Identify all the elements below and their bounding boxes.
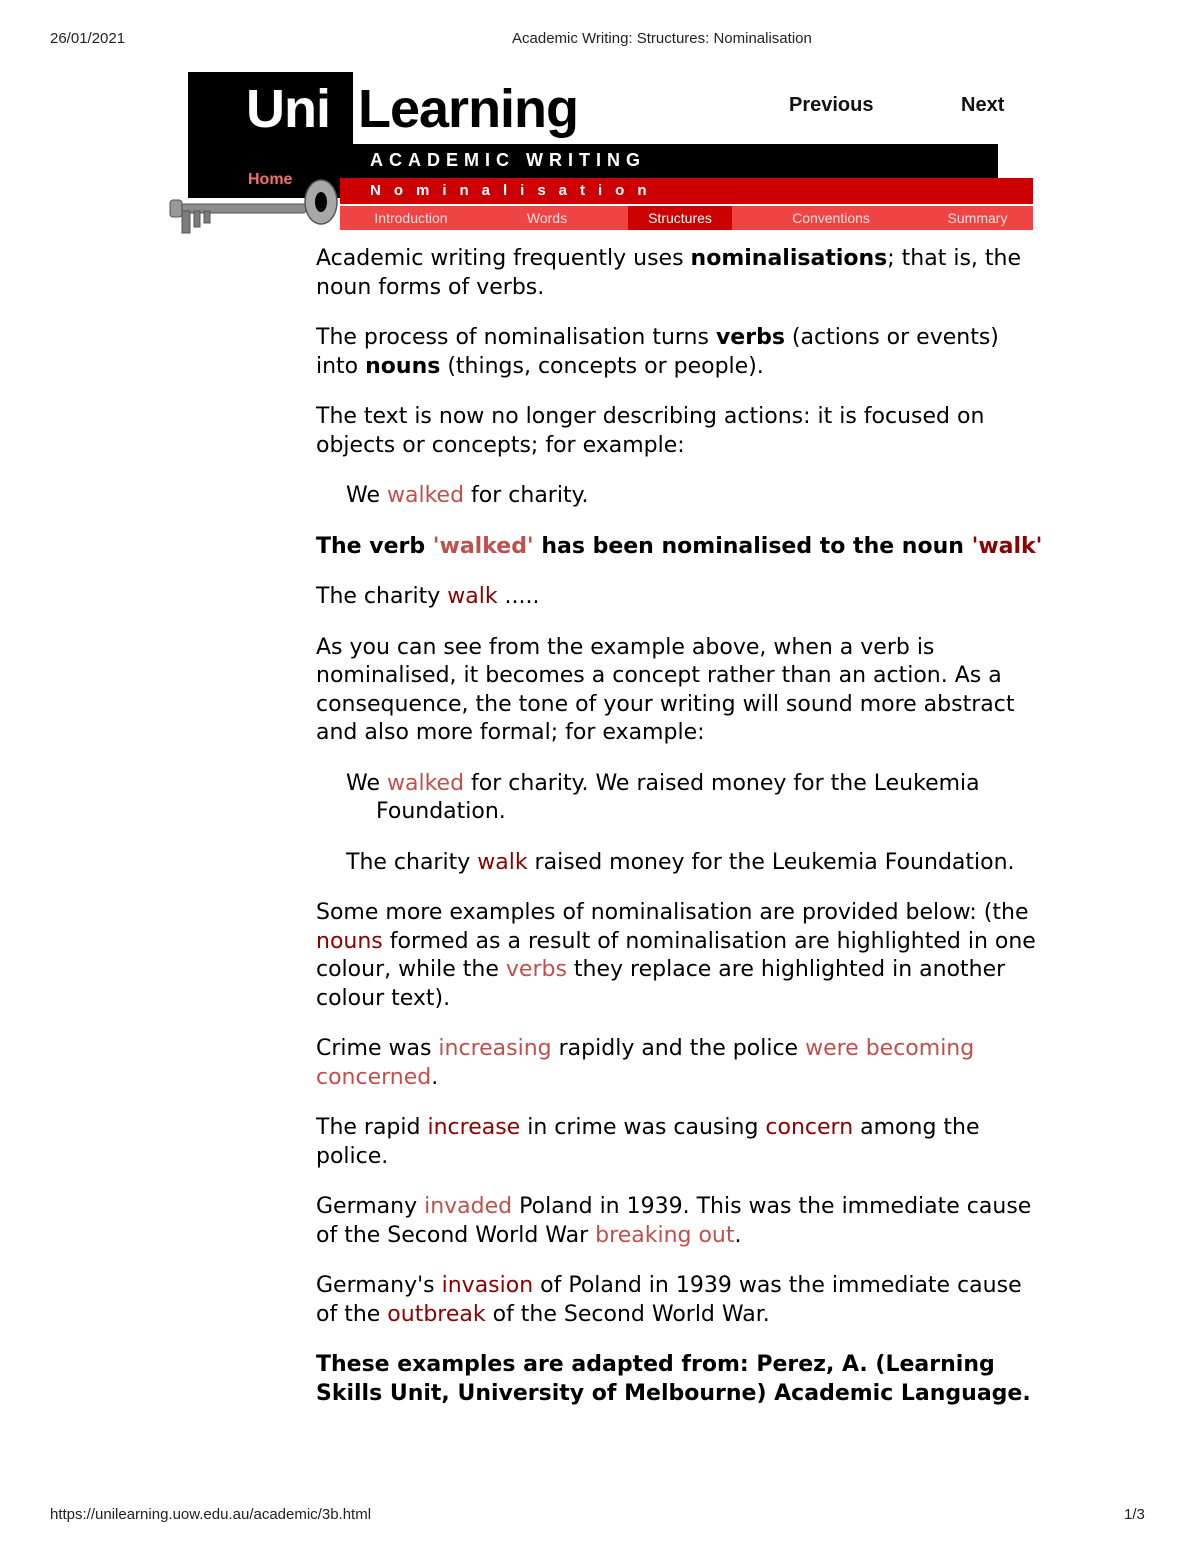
term-nouns: nouns (365, 353, 441, 379)
topic-bar (340, 178, 1033, 204)
verb-highlight: invaded (424, 1194, 513, 1219)
paragraph-focus: The text is now no longer describing actions: it is focused on objects or concepts; for example: (316, 404, 985, 458)
example-crime-noun: The rapid increase in crime was causing concern among the police. (316, 1115, 980, 1169)
example-germany-noun: Germany's invasion of Poland in 1939 was the immediate cause of the outbreak of the Second World War. (316, 1273, 1022, 1327)
tab-introduction[interactable]: Introduction (374, 210, 448, 226)
example-germany-verb: Germany invaded Poland in 1939. This was the immediate cause of the Second World War breaking out. (316, 1194, 1032, 1248)
paragraph-more-examples: Some more examples of nominalisation are provided below: (the nouns formed as a result of nominalisation are highlighted in one colour, while the verbs they replace are highlighted in another colour text). (316, 900, 1036, 1011)
example-crime-verb: Crime was increasing rapidly and the police were becoming concerned. (316, 1036, 975, 1090)
logo-learning-text: Learning (358, 79, 579, 139)
verb-highlight: increasing (438, 1036, 552, 1061)
noun-highlight: concern (765, 1115, 854, 1140)
term-verbs: verbs (715, 325, 785, 350)
verb-highlight: 'walked' (432, 533, 534, 559)
article-body (316, 245, 1046, 1430)
noun-highlight: outbreak (387, 1301, 486, 1327)
verb-highlight: were becoming concerned (316, 1036, 975, 1090)
verb-highlight: walked (387, 770, 465, 796)
example-raised-money-noun: The charity walk raised money for the Leukemia Foundation. (346, 849, 1015, 875)
tab-strip (340, 206, 1033, 230)
tab-conventions[interactable]: Conventions (792, 210, 870, 226)
home-link[interactable]: Home (248, 171, 293, 188)
example-charity-walk: The charity walk ..... (316, 584, 540, 609)
verb-highlight: walked (387, 483, 465, 508)
section-title: ACADEMIC WRITING (370, 150, 646, 170)
noun-highlight: increase (427, 1115, 521, 1140)
noun-highlight: 'walk' (971, 533, 1043, 559)
term-nominalisations: nominalisations (690, 246, 888, 271)
tab-structures[interactable]: Structures (628, 206, 732, 230)
noun-highlight: invasion (441, 1273, 534, 1298)
tab-words[interactable]: Words (526, 210, 568, 226)
print-url: https://unilearning.uow.edu.au/academic/3b.html (50, 1506, 372, 1523)
noun-highlight: walk (477, 849, 528, 875)
example-walked: We walked for charity. (346, 483, 589, 508)
logo-uni-text: Uni (246, 79, 330, 139)
tab-summary[interactable]: Summary (947, 210, 1008, 226)
next-link[interactable]: Next (961, 94, 1005, 116)
verb-highlight: verbs (505, 957, 567, 982)
previous-link[interactable]: Previous (789, 94, 874, 116)
noun-highlight: nouns (316, 928, 383, 954)
source-citation: These examples are adapted from: Perez, A. (Learning Skills Unit, University of Melbourne) Academic Language. (316, 1352, 1031, 1406)
print-page-number: 1/3 (1124, 1506, 1145, 1523)
verb-highlight: breaking out (595, 1222, 735, 1248)
example-raised-money-verb: We walked for charity. We raised money for the Leukemia Foundation. (346, 770, 980, 824)
paragraph-process: The process of nominalisation turns verbs (actions or events) into nouns (things, concepts or people). (316, 325, 999, 379)
site-banner (168, 72, 1034, 238)
paragraph-consequence: As you can see from the example above, when a verb is nominalised, it becomes a concept rather than an action. As a consequence, the tone of your writing will sound more abstract and also more formal; for example: (316, 634, 1015, 745)
key-icon (168, 178, 348, 242)
noun-highlight: walk (447, 584, 498, 609)
topic-title: Nominalisation (370, 182, 660, 199)
note-nominalised: The verb 'walked' has been nominalised to the noun 'walk' (316, 533, 1043, 559)
print-title: Academic Writing: Structures: Nominalisation (512, 30, 812, 47)
paragraph-intro: Academic writing frequently uses nominalisations; that is, the noun forms of verbs. (316, 246, 1021, 300)
print-date: 26/01/2021 (50, 30, 126, 47)
